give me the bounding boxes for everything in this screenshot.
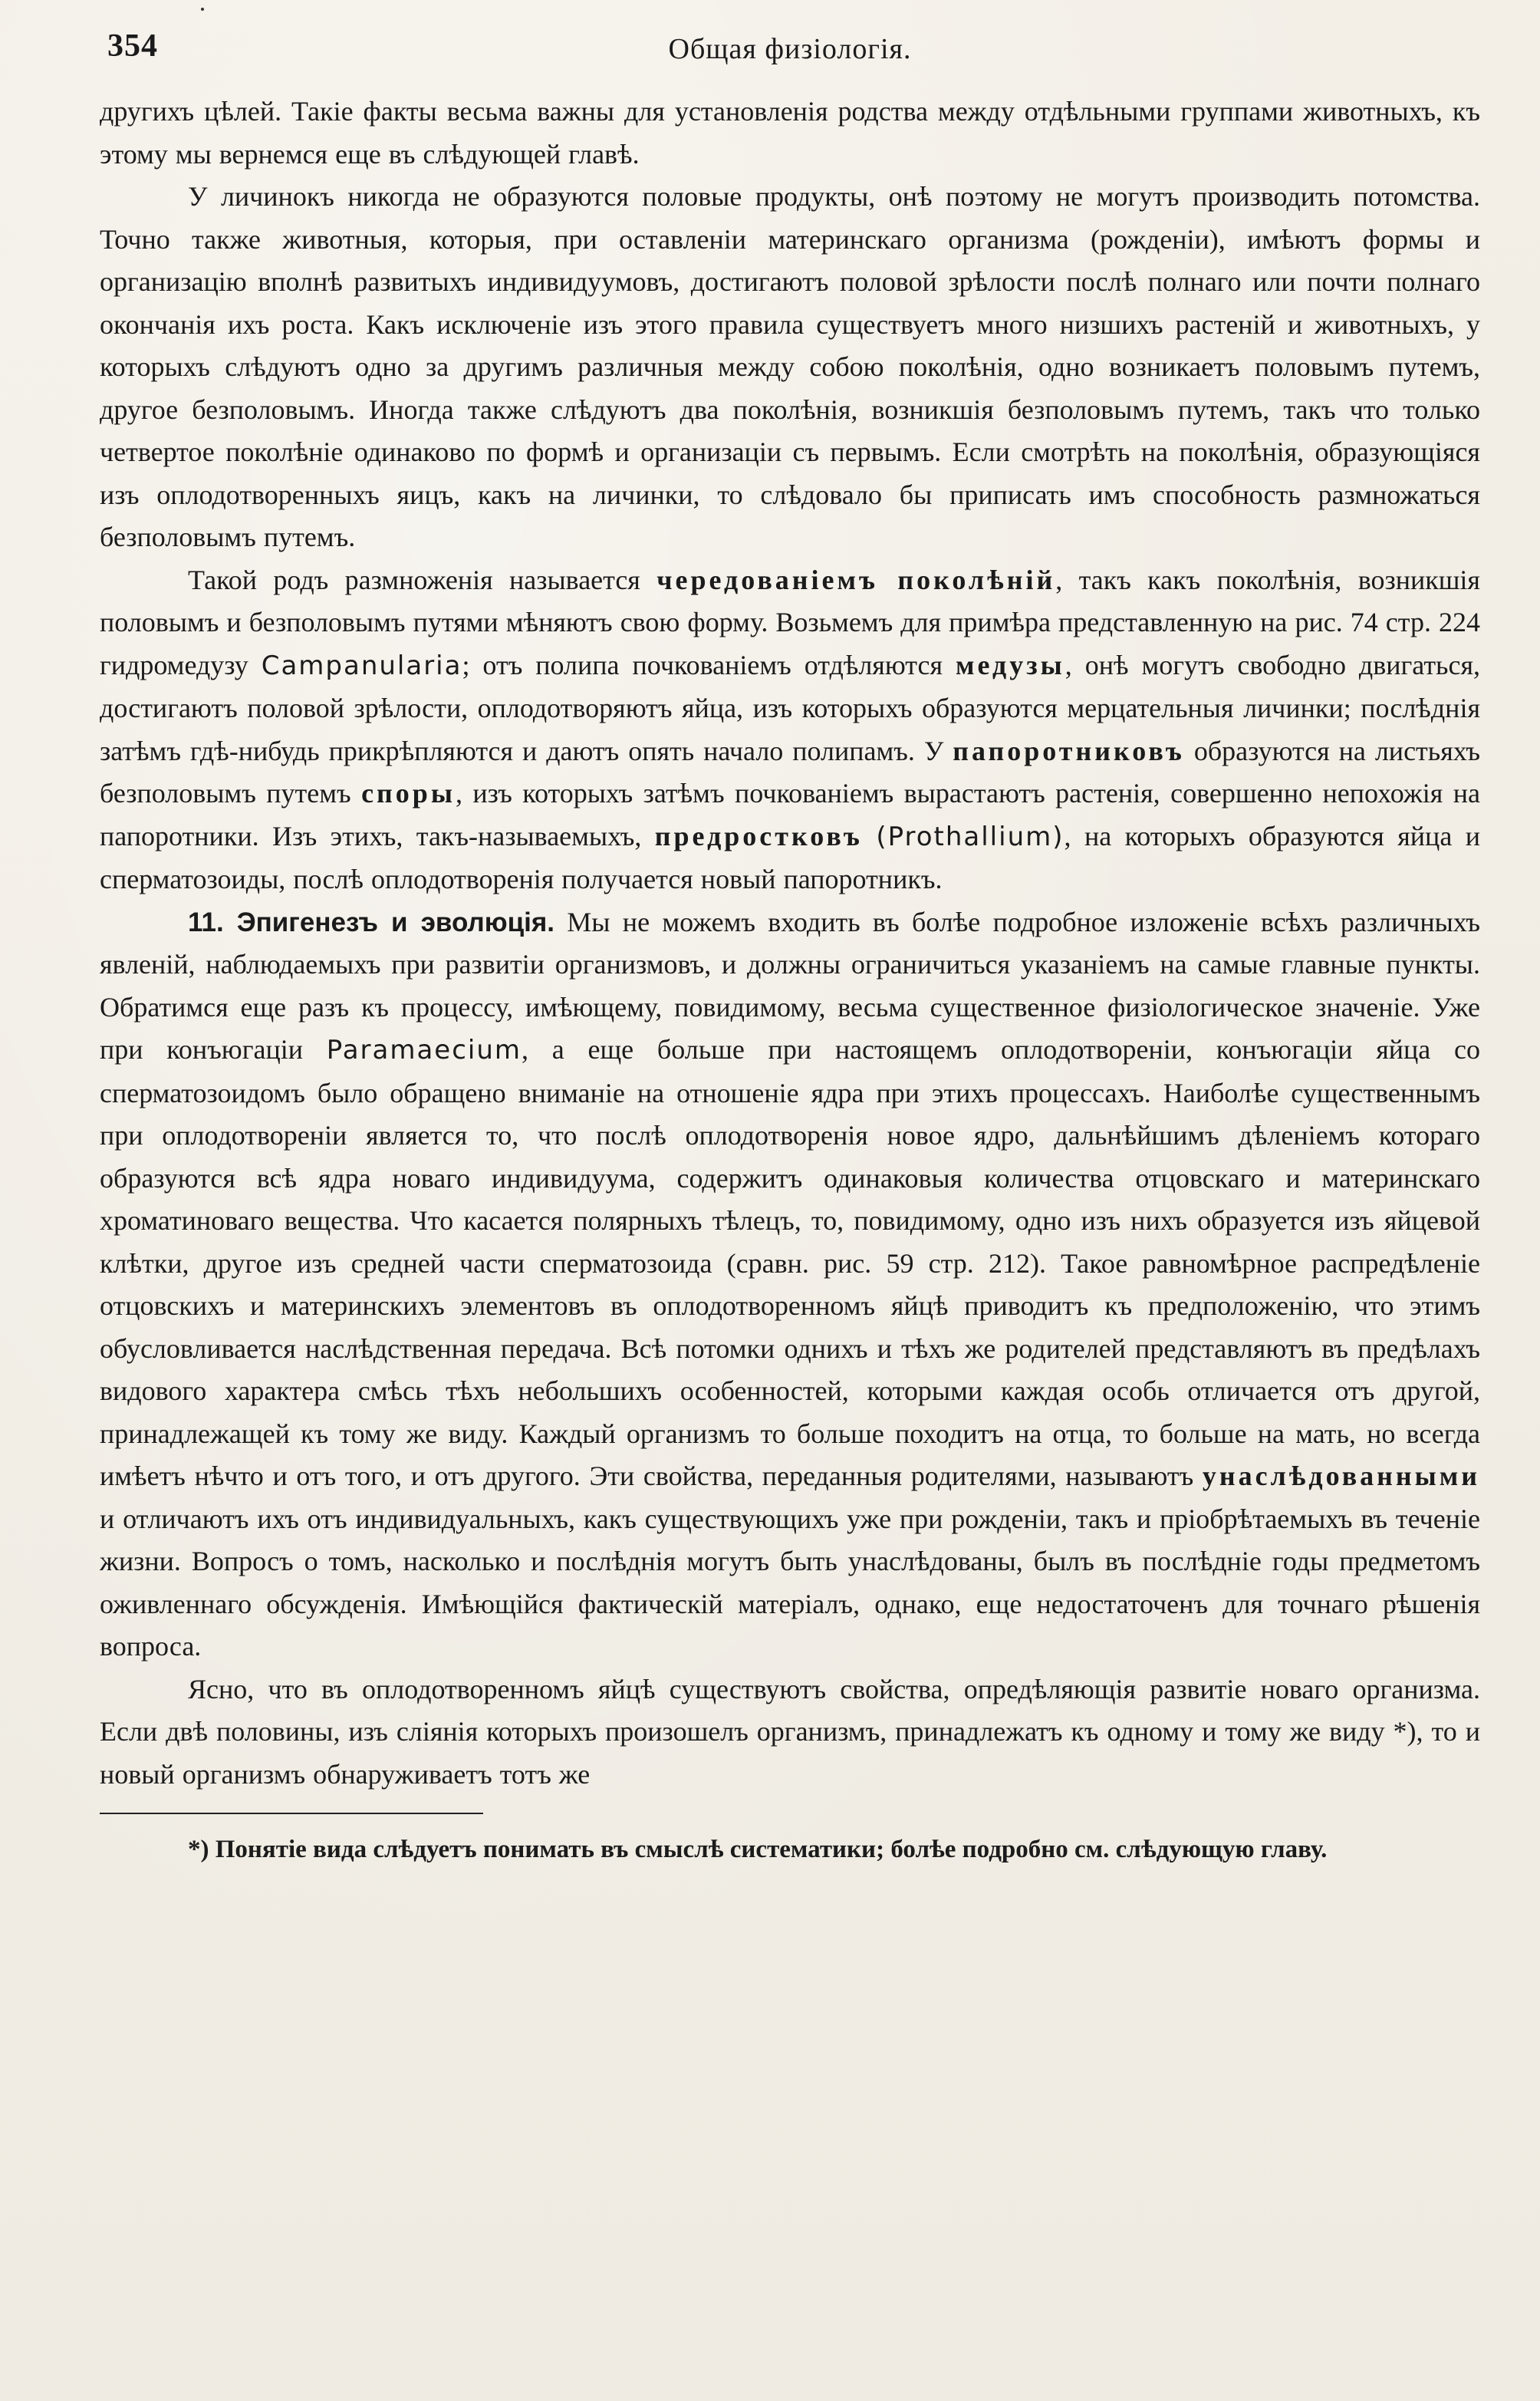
term-prothallia: предростковъ (654, 820, 863, 851)
paragraph-3-text: , онѣ могутъ свободно двигаться, достигаютъ половой зрѣлости, оплодотворяютъ яйца, изъ которыхъ образуются мерцательныя личинки; послѣднiя затѣмъ гдѣ-нибудь прикрѣпляются и даютъ опять начало полипамъ. У (100, 649, 1481, 766)
body-text (100, 91, 1480, 1796)
latin-name-paramaecium: Paramaecium (326, 1035, 522, 1065)
print-speck (201, 8, 204, 11)
term-alternation-of-generations: чередованiемъ поколѣнiй (656, 564, 1056, 595)
footnote: *) Понятiе вида слѣдуетъ понимать въ смыслѣ систематики; болѣе подробно см. слѣдующую главу. (188, 1836, 1328, 1863)
paragraph-4-text: Мы не можемъ входить въ болѣе подробное изложенiе всѣхъ различныхъ явленiй, наблюдаемыхъ при развитiи организмовъ, и должны ограничиться указанiемъ на самые главные пункты. Обратимся еще разъ къ процессу, имѣющему, повидимому, весьма существенное физiологическое значенiе. Уже при конъюгацiи (100, 906, 1481, 1065)
page-number: 354 (107, 28, 158, 64)
term-spores: споры (361, 778, 456, 809)
paragraph-4-text: , а еще больше при настоящемъ оплодотворенiи, конъюгацiи яйца со сперматозоидомъ было обращено вниманiе на отношенiе ядра при этихъ процессахъ. Наиболѣе существеннымъ при оплодотворенiи является то, что послѣ оплодотворенiя новое ядро, дальнѣйшимъ дѣленiемъ котораго образуются всѣ ядра новаго индивидуума, содержитъ одинаковыя количества отцовскаго и материнскаго хроматиноваго вещества. Что касается полярныхъ тѣлецъ, то, повидимому, одно изъ нихъ образуется изъ яйцевой клѣтки, другое изъ средней части сперматозоида (сравн. рис. 59 стр. 212). Такое равномѣрное распредѣленiе отцовскихъ и материнскихъ элементовъ въ оплодотворенномъ яйцѣ приводитъ къ предположенiю, что этимъ обусловливается наслѣдственная передача. Всѣ потомки однихъ и тѣхъ же родителей представляютъ въ предѣлахъ видового характера смѣсь тѣхъ небольшихъ особенностей, которыми каждая особь отличается отъ другой, принадлежащей къ тому же виду. Каждый организмъ то больше походитъ на отца, то больше на мать, но всегда имѣетъ нѣчто и отъ того, и отъ другого. Эти свойства, переданныя родителями, называютъ (100, 1034, 1480, 1491)
paragraph-3-text: , такъ какъ поколѣнiя, возникшiя половымъ и безполовымъ путями мѣняютъ свою форму. Возьмемъ для примѣра представленную на рис. 74 стр. 224 гидромедузу (100, 564, 1480, 680)
paragraph-3 (100, 559, 1480, 901)
paragraph-3-text: , на которыхъ образуются яйца и сперматозоиды, послѣ оплодотворенiя получается новый папоротникъ. (100, 820, 1481, 894)
paragraph-3-text: образуются на листьяхъ безполовымъ путемъ (100, 735, 1480, 809)
term-ferns: папоротниковъ (953, 735, 1185, 766)
term-inherited: унаслѣдованными (1202, 1461, 1480, 1491)
paragraph-3-text: ; отъ полипа почкованiемъ отдѣляются (462, 649, 956, 680)
running-title: Общая физiологiя. (668, 33, 912, 65)
page-header (100, 28, 1480, 77)
paragraph-3-text: Такой родъ размноженiя называется (188, 564, 657, 595)
footnote-divider (100, 1813, 483, 1814)
paragraph-1: другихъ цѣлей. Такiе факты весьма важны для установленiя родства между отдѣльными группами животныхъ, къ этому мы вернемся еще въ слѣдующей главѣ. (100, 96, 1480, 170)
latin-name-campanularia: Campanularia (261, 650, 462, 681)
paragraph-4 (100, 901, 1480, 1668)
latin-name-prothallium: (Prothallium) (876, 821, 1065, 852)
paragraph-3-text: , изъ которыхъ затѣмъ почкованiемъ вырастаютъ растенiя, совершенно непохожiя на папоротники. Изъ этихъ, такъ-называемыхъ, (100, 778, 1480, 851)
paragraph-2: У личинокъ никогда не образуются половые продукты, онѣ поэтому не могутъ производить потомства. Точно также животныя, которыя, при оставленiи материнскаго организма (рожденiи), имѣютъ формы и организацiю вполнѣ развитыхъ индивидуумовъ, достигаютъ половой зрѣлости послѣ полнаго или почти полнаго окончанiя ихъ роста. Какъ исключенiе изъ этого правила существуетъ много низшихъ растенiй и животныхъ, у которыхъ слѣдуютъ одно за другимъ различныя между собою поколѣнiя, одно возникаетъ половымъ путемъ, другое безполовымъ. Иногда также слѣдуютъ два поколѣнiя, возникшiя безполовымъ путемъ, такъ что только четвертое поколѣнiе одинаково по формѣ и организацiи съ первымъ. Если смотрѣть на поколѣнiя, образующiяся изъ оплодотворенныхъ яицъ, какъ на личинки, то слѣдовало бы приписать имъ способность размножаться безполовымъ путемъ. (100, 181, 1480, 552)
paragraph-4-text: и отличаютъ ихъ отъ индивидуальныхъ, какъ существующихъ уже при рожденiи, такъ и прiобрѣтаемыхъ въ теченiе жизни. Вопросъ о томъ, насколько и послѣднiя могутъ быть унаслѣдованы, былъ въ послѣднiе годы предметомъ оживленнаго обсужденiя. Имѣющiйся фактическiй матерiалъ, однако, еще недостаточенъ для точнаго рѣшенiя вопроса. (100, 1503, 1480, 1662)
term-medusae: медузы (955, 649, 1065, 680)
paragraph-5: Ясно, что въ оплодотворенномъ яйцѣ существуютъ свойства, опредѣляющiя развитiе новаго организма. Если двѣ половины, изъ слiянiя которыхъ произошелъ организмъ, принадлежатъ къ одному и тому же виду *), то и новый организмъ обнаруживаетъ тотъ же (100, 1673, 1480, 1790)
section-heading: 11. Эпигенезъ и эволюцiя. (188, 907, 554, 937)
